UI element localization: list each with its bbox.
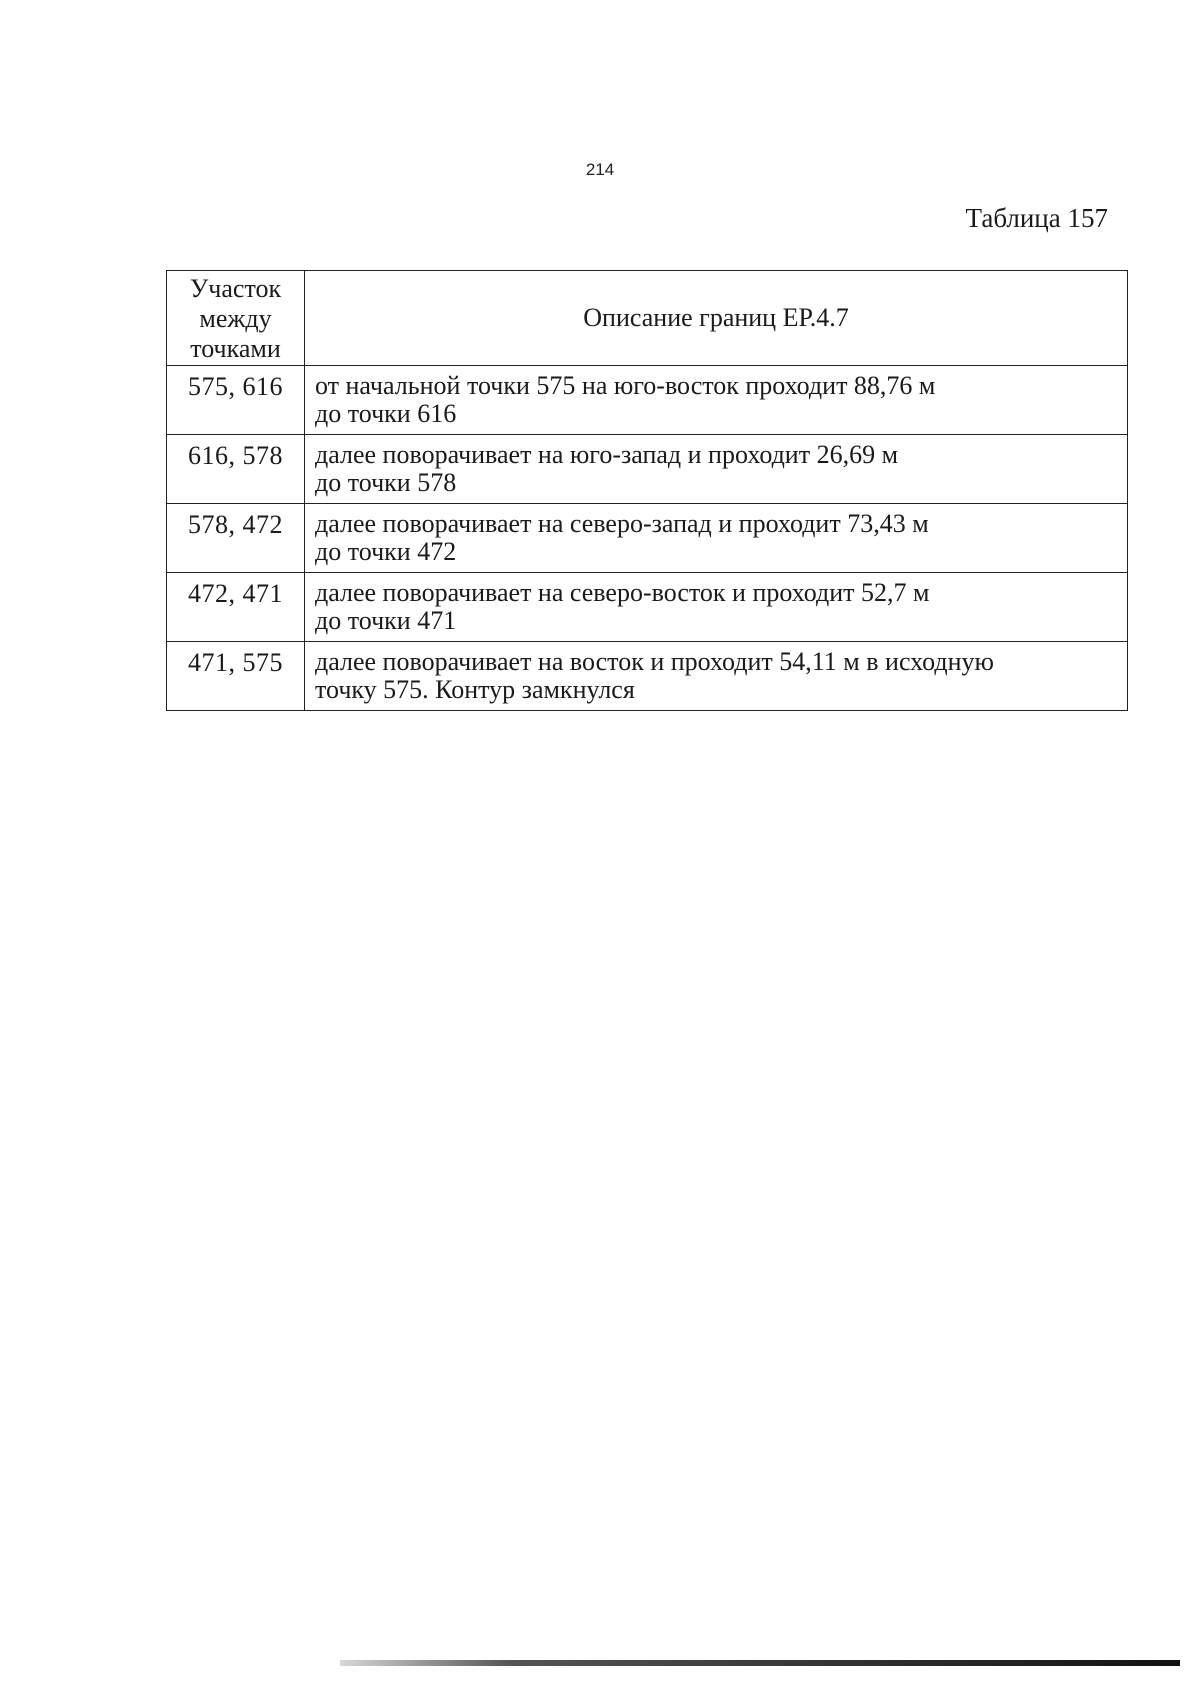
- segment-cell: 472, 471: [167, 573, 305, 642]
- description-line: далее поворачивает на северо-восток и проходит 52,7 м: [315, 578, 930, 607]
- footer-divider: [340, 1660, 1180, 1666]
- boundary-table: [166, 270, 1128, 711]
- page-number: 214: [585, 160, 615, 179]
- table-row: [167, 366, 1128, 435]
- description-line: до точки 578: [315, 468, 457, 497]
- segment-cell: 471, 575: [167, 642, 305, 711]
- header-segment: [167, 271, 305, 366]
- description-cell: [305, 642, 1128, 711]
- table-row: [167, 504, 1128, 573]
- header-description: Описание границ ЕР.4.7: [305, 271, 1128, 366]
- header-segment-line: точками: [190, 334, 281, 363]
- table-header-row: [167, 271, 1128, 366]
- description-cell: [305, 573, 1128, 642]
- segment-cell: 575, 616: [167, 366, 305, 435]
- description-line: до точки 472: [315, 537, 457, 566]
- description-line: точку 575. Контур замкнулся: [315, 675, 635, 704]
- description-cell: [305, 435, 1128, 504]
- header-segment-line: Участок: [189, 274, 282, 303]
- description-line: от начальной точки 575 на юго-восток проходит 88,76 м: [315, 371, 936, 400]
- segment-cell: 578, 472: [167, 504, 305, 573]
- description-cell: [305, 504, 1128, 573]
- description-line: далее поворачивает на северо-запад и проходит 73,43 м: [315, 509, 929, 538]
- table-row: [167, 642, 1128, 711]
- table-caption: Таблица 157: [965, 203, 1108, 233]
- description-line: до точки 471: [315, 606, 457, 635]
- header-segment-line: между: [199, 304, 272, 333]
- description-line: до точки 616: [315, 399, 457, 428]
- table-row: [167, 573, 1128, 642]
- description-cell: [305, 366, 1128, 435]
- description-line: далее поворачивает на восток и проходит 54,11 м в исходную: [315, 647, 994, 676]
- table-row: [167, 435, 1128, 504]
- segment-cell: 616, 578: [167, 435, 305, 504]
- description-line: далее поворачивает на юго-запад и проходит 26,69 м: [315, 440, 899, 469]
